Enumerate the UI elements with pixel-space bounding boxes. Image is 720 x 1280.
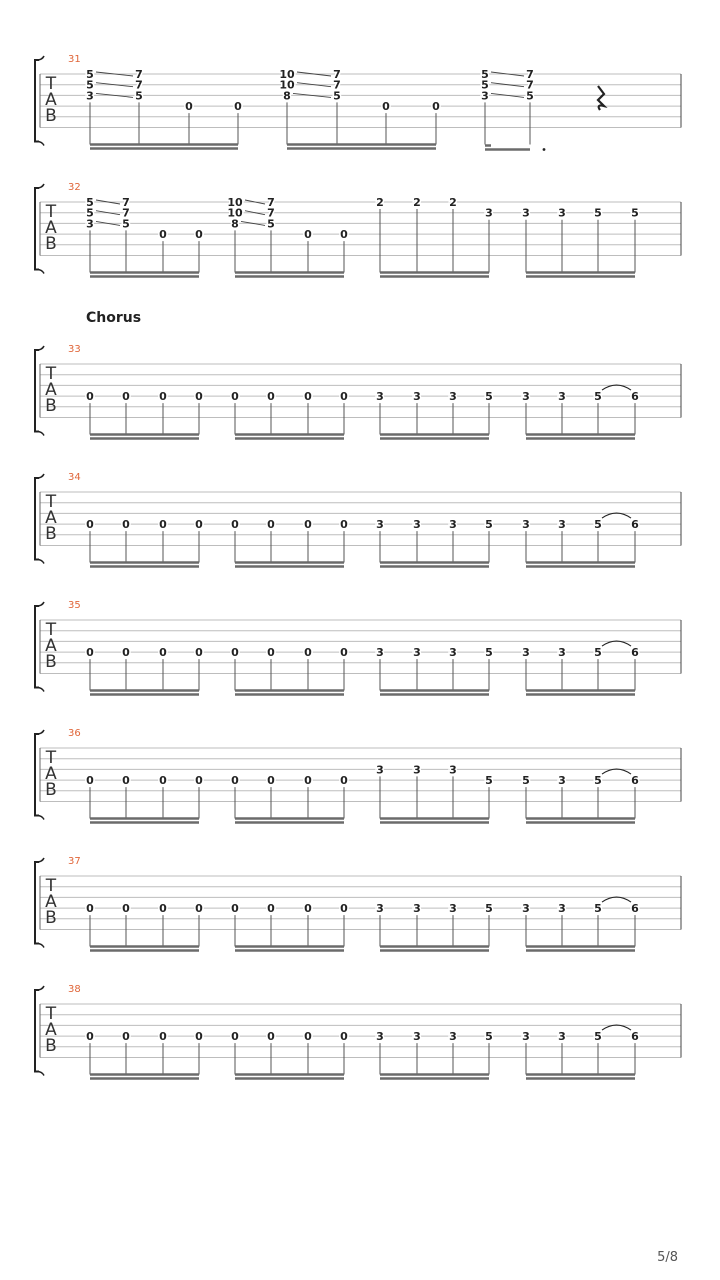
fret-number: 0 [159, 1030, 167, 1044]
fret-number: 5 [594, 774, 602, 788]
fret-number: 5 [86, 78, 94, 92]
bracket-hook-bottom [37, 142, 44, 146]
bracket-hook-bottom [37, 816, 44, 820]
fret-number: 5 [594, 1030, 602, 1044]
fret-number: 5 [594, 902, 602, 916]
system-bracket [35, 350, 39, 432]
fret-number: 3 [449, 518, 457, 532]
fret-number: 5 [594, 646, 602, 660]
fret-number: 3 [413, 1030, 421, 1044]
fret-number: 5 [485, 902, 493, 916]
tab-clef-letter-a: A [45, 764, 57, 784]
tab-clef-letter-t: T [45, 202, 57, 222]
fret-number: 3 [449, 902, 457, 916]
fret-number: 3 [376, 390, 384, 404]
fret-number: 5 [631, 206, 639, 220]
tab-clef-letter-t: T [45, 620, 57, 640]
bracket-hook-top [37, 474, 44, 478]
fret-number: 5 [135, 89, 143, 103]
measure-number: 33 [68, 344, 81, 355]
fret-number: 0 [340, 390, 348, 404]
tab-clef-letter-a: A [45, 218, 57, 238]
fret-number: 3 [376, 646, 384, 660]
tab-clef-letter-b: B [45, 1036, 57, 1056]
tab-clef-letter-t: T [45, 492, 57, 512]
fret-number: 0 [267, 646, 275, 660]
system-bracket [35, 734, 39, 816]
fret-number: 5 [481, 68, 489, 81]
system-bracket [35, 60, 39, 142]
fret-number: 0 [122, 646, 130, 660]
fret-number: 3 [522, 902, 530, 916]
fret-number: 0 [340, 646, 348, 660]
fret-number: 5 [122, 217, 130, 231]
fret-number: 0 [122, 774, 130, 788]
system-bracket [35, 990, 39, 1072]
bracket-hook-bottom [37, 1072, 44, 1076]
fret-number: 3 [86, 89, 94, 103]
fret-number: 0 [231, 1030, 239, 1044]
fret-number: 3 [376, 902, 384, 916]
fret-number: 5 [485, 390, 493, 404]
fret-number: 3 [558, 902, 566, 916]
fret-number: 0 [304, 774, 312, 788]
fret-number: 0 [185, 100, 193, 114]
fret-number: 0 [86, 646, 94, 660]
fret-number: 3 [449, 646, 457, 660]
fret-number: 0 [159, 518, 167, 532]
tab-clef-letter-t: T [45, 1004, 57, 1024]
fret-number: 5 [86, 206, 94, 220]
fret-number: 7 [526, 78, 534, 92]
fret-number: 5 [485, 774, 493, 788]
tab-clef-letter-a: A [45, 90, 57, 110]
fret-number: 0 [159, 228, 167, 242]
bracket-hook-bottom [37, 944, 44, 948]
tab-clef-letter-a: A [45, 636, 57, 656]
fret-number: 0 [195, 518, 203, 532]
fret-number: 7 [122, 196, 130, 209]
fret-number: 10 [279, 78, 295, 92]
fret-number: 3 [376, 518, 384, 532]
measure-number: 37 [68, 856, 81, 867]
fret-number: 3 [558, 646, 566, 660]
bracket-hook-top [37, 56, 44, 60]
fret-number: 0 [267, 902, 275, 916]
fret-number: 3 [558, 206, 566, 220]
fret-number: 0 [231, 774, 239, 788]
fret-number: 0 [86, 518, 94, 532]
fret-number: 3 [522, 390, 530, 404]
fret-number: 3 [449, 1030, 457, 1044]
tab-clef-letter-b: B [45, 908, 57, 928]
fret-number: 3 [449, 763, 457, 777]
fret-number: 0 [267, 774, 275, 788]
tab-clef-letter-b: B [45, 234, 57, 254]
tab-clef-letter-a: A [45, 380, 57, 400]
fret-number: 0 [340, 902, 348, 916]
fret-number: 0 [304, 1030, 312, 1044]
fret-number: 0 [382, 100, 390, 114]
fret-number: 7 [135, 78, 143, 92]
system-bracket [35, 606, 39, 688]
fret-number: 3 [522, 646, 530, 660]
quarter-rest [598, 86, 604, 110]
fret-number: 10 [279, 68, 295, 81]
fret-number: 3 [558, 1030, 566, 1044]
bracket-hook-top [37, 730, 44, 734]
bracket-hook-top [37, 602, 44, 606]
fret-number: 0 [122, 1030, 130, 1044]
fret-number: 0 [304, 228, 312, 242]
measure-number: 35 [68, 600, 81, 611]
bracket-hook-top [37, 184, 44, 188]
fret-number: 6 [631, 774, 639, 788]
tab-clef-letter-t: T [45, 876, 57, 896]
measure-number: 31 [68, 54, 81, 65]
fret-number: 3 [522, 518, 530, 532]
measure-number: 34 [68, 472, 81, 483]
fret-number: 3 [413, 390, 421, 404]
bracket-hook-bottom [37, 560, 44, 564]
fret-number: 3 [522, 206, 530, 220]
fret-number: 8 [283, 89, 291, 103]
fret-number: 3 [449, 390, 457, 404]
fret-number: 7 [135, 68, 143, 81]
fret-number: 6 [631, 1030, 639, 1044]
fret-number: 3 [485, 206, 493, 220]
fret-number: 3 [558, 390, 566, 404]
fret-number: 0 [159, 646, 167, 660]
fret-number: 6 [631, 518, 639, 532]
measure-number: 36 [68, 728, 81, 739]
fret-number: 0 [231, 390, 239, 404]
tab-clef-letter-a: A [45, 892, 57, 912]
fret-number: 0 [340, 774, 348, 788]
tab-clef-letter-t: T [45, 748, 57, 768]
fret-number: 5 [526, 89, 534, 103]
fret-number: 0 [267, 390, 275, 404]
fret-number: 3 [481, 89, 489, 103]
tab-clef-letter-b: B [45, 652, 57, 672]
tab-clef-letter-b: B [45, 780, 57, 800]
page-number: 5/8 [657, 1250, 678, 1265]
bracket-hook-bottom [37, 270, 44, 274]
fret-number: 0 [304, 902, 312, 916]
fret-number: 0 [267, 518, 275, 532]
fret-number: 3 [522, 1030, 530, 1044]
fret-number: 5 [594, 518, 602, 532]
fret-number: 3 [558, 774, 566, 788]
fret-number: 0 [304, 390, 312, 404]
tab-clef-letter-t: T [45, 74, 57, 94]
system-bracket [35, 188, 39, 270]
fret-number: 7 [267, 196, 275, 209]
fret-number: 5 [522, 774, 530, 788]
fret-number: 5 [485, 1030, 493, 1044]
fret-number: 2 [376, 196, 384, 209]
fret-number: 0 [231, 646, 239, 660]
fret-number: 0 [340, 228, 348, 242]
fret-number: 0 [86, 1030, 94, 1044]
fret-number: 0 [195, 646, 203, 660]
dot [543, 148, 546, 151]
fret-number: 0 [195, 1030, 203, 1044]
tab-clef-letter-a: A [45, 508, 57, 528]
fret-number: 0 [122, 902, 130, 916]
fret-number: 5 [267, 217, 275, 231]
fret-number: 0 [195, 228, 203, 242]
fret-number: 7 [267, 206, 275, 220]
system-bracket [35, 478, 39, 560]
fret-number: 5 [485, 518, 493, 532]
tab-clef-letter-b: B [45, 524, 57, 544]
measure-number: 32 [68, 182, 81, 193]
fret-number: 3 [558, 518, 566, 532]
fret-number: 0 [231, 902, 239, 916]
fret-number: 3 [86, 217, 94, 231]
fret-number: 0 [231, 518, 239, 532]
fret-number: 3 [413, 646, 421, 660]
fret-number: 6 [631, 902, 639, 916]
bracket-hook-top [37, 858, 44, 862]
fret-number: 7 [526, 68, 534, 81]
fret-number: 5 [594, 206, 602, 220]
fret-number: 3 [413, 763, 421, 777]
fret-number: 0 [340, 518, 348, 532]
bracket-hook-bottom [37, 688, 44, 692]
tab-clef-letter-b: B [45, 106, 57, 126]
fret-number: 0 [432, 100, 440, 114]
section-label-chorus: Chorus [86, 310, 142, 326]
fret-number: 0 [86, 774, 94, 788]
fret-number: 0 [122, 518, 130, 532]
fret-number: 3 [413, 518, 421, 532]
fret-number: 7 [333, 78, 341, 92]
fret-number: 0 [267, 1030, 275, 1044]
fret-number: 0 [195, 390, 203, 404]
fret-number: 0 [304, 518, 312, 532]
fret-number: 0 [86, 390, 94, 404]
fret-number: 0 [159, 390, 167, 404]
fret-number: 6 [631, 390, 639, 404]
fret-number: 0 [195, 774, 203, 788]
fret-number: 2 [413, 196, 421, 209]
fret-number: 8 [231, 217, 239, 231]
tab-clef-letter-a: A [45, 1020, 57, 1040]
measure-number: 38 [68, 984, 81, 995]
bracket-hook-bottom [37, 432, 44, 436]
fret-number: 3 [376, 1030, 384, 1044]
fret-number: 0 [304, 646, 312, 660]
fret-number: 2 [449, 196, 457, 209]
fret-number: 5 [333, 89, 341, 103]
fret-number: 3 [376, 763, 384, 777]
fret-number: 6 [631, 646, 639, 660]
fret-number: 7 [122, 206, 130, 220]
tab-clef-letter-b: B [45, 396, 57, 416]
fret-number: 0 [195, 902, 203, 916]
fret-number: 0 [340, 1030, 348, 1044]
fret-number: 0 [159, 774, 167, 788]
fret-number: 7 [333, 68, 341, 81]
fret-number: 5 [594, 390, 602, 404]
fret-number: 10 [227, 196, 243, 209]
fret-number: 10 [227, 206, 243, 220]
fret-number: 5 [86, 196, 94, 209]
bracket-hook-top [37, 986, 44, 990]
fret-number: 3 [413, 902, 421, 916]
fret-number: 5 [86, 68, 94, 81]
fret-number: 5 [485, 646, 493, 660]
tab-clef-letter-t: T [45, 364, 57, 384]
fret-number: 0 [122, 390, 130, 404]
fret-number: 5 [481, 78, 489, 92]
fret-number: 0 [159, 902, 167, 916]
bracket-hook-top [37, 346, 44, 350]
system-bracket [35, 862, 39, 944]
fret-number: 0 [234, 100, 242, 114]
fret-number: 0 [86, 902, 94, 916]
